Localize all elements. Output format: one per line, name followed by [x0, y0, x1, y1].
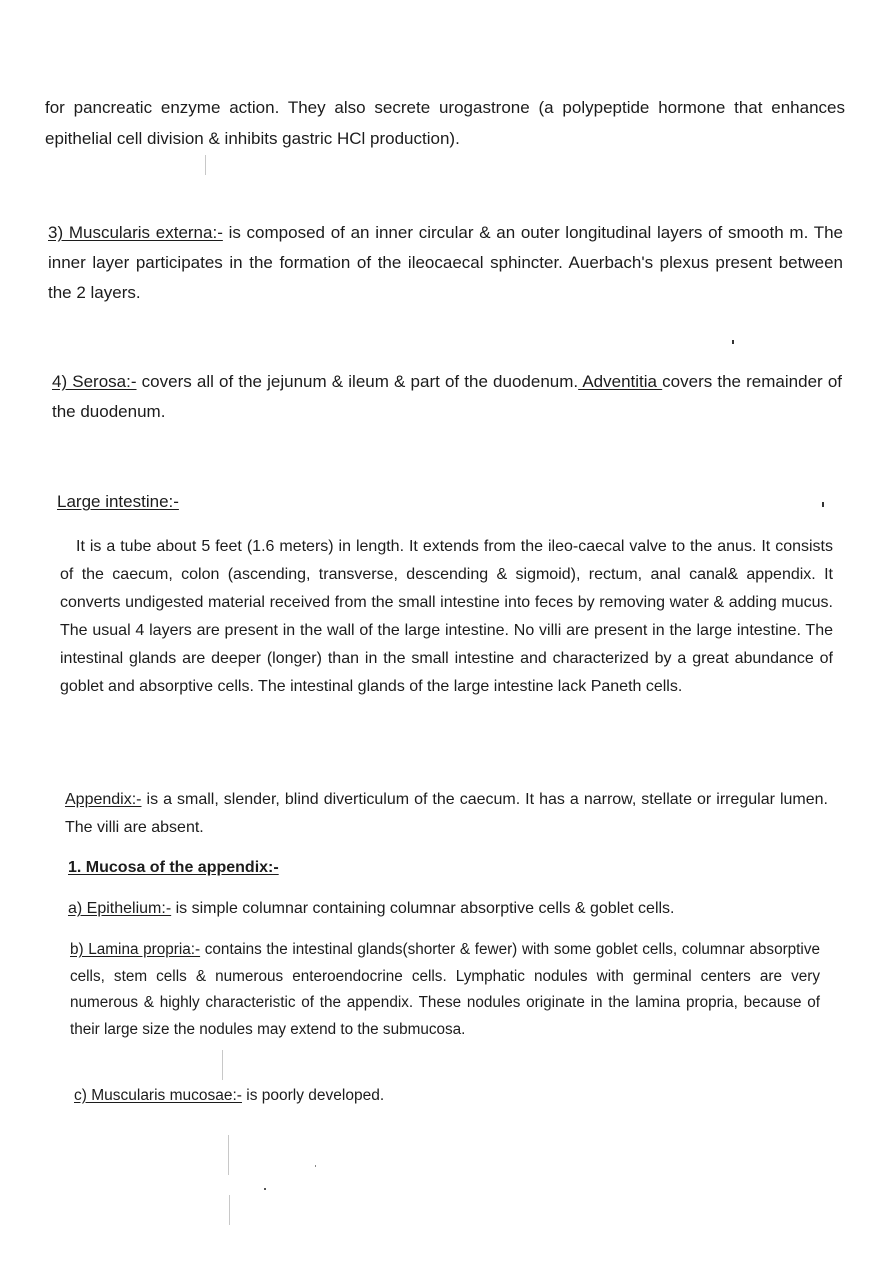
serosa-heading: 4) Serosa:- [52, 372, 137, 391]
muscularis-mucosae-text: is poorly developed. [241, 1087, 385, 1104]
adventitia-term: Adventitia [578, 372, 663, 391]
scan-artifact [732, 340, 734, 344]
epithelium-label: a) Epithelium:- [68, 900, 172, 917]
large-intestine-heading: Large intestine:- [57, 492, 179, 511]
scan-artifact [205, 155, 206, 175]
scan-artifact [228, 1135, 229, 1175]
scan-artifact [229, 1195, 230, 1225]
muscularis-mucosae-label: c) Muscularis mucosae:- [74, 1087, 242, 1104]
lamina-propria-paragraph [70, 937, 820, 1043]
muscularis-externa-text: is composed of an inner circular & an outer longitudinal layers of smooth m. The inner layer participates in the formation of the ileocaecal sphincter. Auerbach's plexus present between the 2 layers. [48, 223, 843, 302]
scan-artifact [222, 1050, 223, 1080]
scan-artifact [264, 1188, 266, 1190]
scan-artifact [822, 502, 824, 507]
mucosa-heading: 1. Mucosa of the appendix:- [68, 859, 279, 876]
appendix-text: is a small, slender, blind diverticulum of the caecum. It has a narrow, stellate or irregular lumen. The villi are absent. [65, 791, 828, 836]
muscularis-externa-paragraph [48, 218, 843, 308]
epithelium-text: is simple columnar containing columnar absorptive cells & goblet cells. [171, 900, 675, 917]
scan-artifact [315, 1165, 316, 1167]
serosa-text-a: covers all of the jejunum & ileum & part of the duodenum. [136, 372, 579, 391]
serosa-paragraph [52, 367, 842, 427]
appendix-paragraph [65, 786, 828, 842]
serosa-text-b: covers the remainder of the duodenum. [52, 372, 842, 421]
lamina-propria-text: contains the intestinal glands(shorter & fewer) with some goblet cells, columnar absorptive cells, stem cells & numerous enteroendocrine cells. Lymphatic nodules with germinal centers are very numerous & highly characteristic of the appendix. These nodules originate in the lamina propria, because of their large size the nodules may extend to the submucosa. [70, 941, 820, 1038]
intro-paragraph: for pancreatic enzyme action. They also secrete urogastrone (a polypeptide hormone that enhances epithelial cell division & inhibits gastric HCl production). [45, 98, 845, 148]
muscularis-mucosae-paragraph [74, 1083, 814, 1109]
epithelium-paragraph [68, 896, 828, 922]
lamina-propria-label: b) Lamina propria:- [70, 941, 201, 958]
large-intestine-paragraph: It is a tube about 5 feet (1.6 meters) in length. It extends from the ileo-caecal valve to the anus. It consists of the caecum, colon (ascending, transverse, descending & sigmoid), rectum, anal canal& appendix. It converts undigested material received from the small intestine into feces by removing water & adding mucus. The usual 4 layers are present in the wall of the large intestine. No villi are present in the large intestine. The intestinal glands are deeper (longer) than in the small intestine and characterized by a great abundance of goblet and absorptive cells. The intestinal glands of the large intestine lack Paneth cells. [60, 538, 833, 695]
appendix-heading: Appendix:- [65, 791, 142, 808]
muscularis-externa-heading: 3) Muscularis externa:- [48, 223, 223, 242]
